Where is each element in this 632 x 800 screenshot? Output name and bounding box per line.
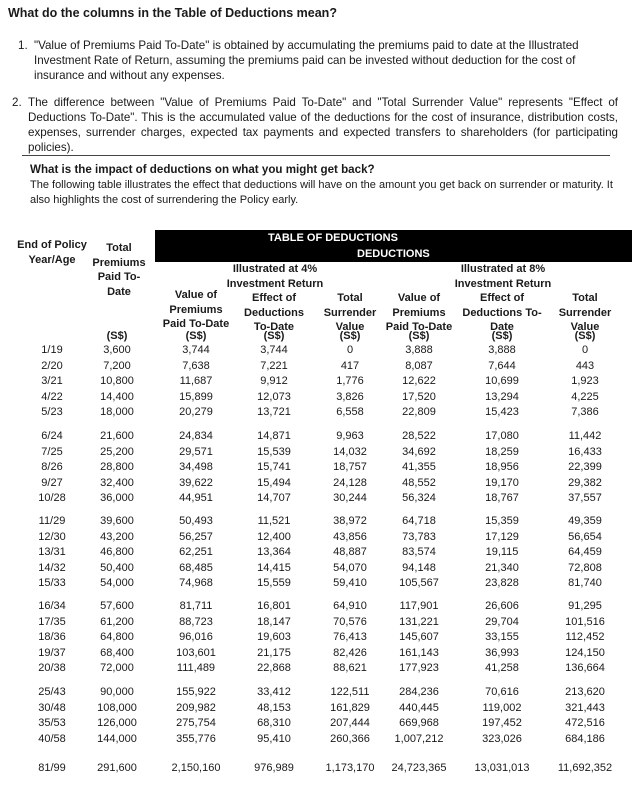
table-cell: 33,155 xyxy=(485,631,519,643)
question-columns-meaning: What do the columns in the Table of Deductions mean? xyxy=(8,6,337,20)
table-cell: 39,600 xyxy=(100,515,134,527)
table-cell: 3,826 xyxy=(336,390,364,403)
table-cell: 25,200 xyxy=(100,445,134,458)
table-cell: 72,000 xyxy=(100,662,134,674)
row-policy-year: 15/33 xyxy=(38,577,66,589)
table-cell: 7,200 xyxy=(103,359,131,372)
row-policy-year: 3/21 xyxy=(41,375,63,387)
table-cell: 260,366 xyxy=(330,732,370,745)
table-cell: 161,143 xyxy=(399,646,439,659)
table-cell: 7,386 xyxy=(571,406,599,418)
table-cell: 68,485 xyxy=(179,561,213,574)
table-cell: 62,251 xyxy=(179,546,213,558)
table-cell: 13,721 xyxy=(257,406,291,418)
row-policy-year: 19/37 xyxy=(38,646,66,659)
table-cell: 3,744 xyxy=(182,344,210,356)
table-cell: 18,956 xyxy=(485,461,519,473)
table-cell: 18,767 xyxy=(485,492,519,504)
table-cell: 103,601 xyxy=(176,646,216,659)
table-cell: 24,834 xyxy=(179,430,213,442)
table-cell: 29,704 xyxy=(485,615,519,628)
row-policy-year: 81/99 xyxy=(38,762,66,774)
table-cell: 3,744 xyxy=(260,344,288,356)
row-policy-year: 10/28 xyxy=(38,492,66,504)
table-cell: 28,800 xyxy=(100,461,134,473)
table-cell: 117,901 xyxy=(399,600,439,612)
row-policy-year: 35/53 xyxy=(38,717,66,729)
table-cell: 10,800 xyxy=(100,375,134,387)
table-cell: 19,115 xyxy=(485,546,519,558)
group-header-4pct: Illustrated at 4% Investment Return xyxy=(226,263,324,290)
table-cell: 17,129 xyxy=(485,530,519,543)
table-cell: 131,221 xyxy=(399,615,439,628)
table-cell: 90,000 xyxy=(100,686,134,698)
table-cell: 61,200 xyxy=(100,615,134,628)
table-cell: 17,080 xyxy=(485,430,519,442)
table-cell: 54,000 xyxy=(100,577,134,589)
table-cell: 20,279 xyxy=(179,406,213,418)
table-cell: 2,150,160 xyxy=(171,762,221,774)
table-cell: 50,493 xyxy=(179,515,213,527)
table-cell: 13,294 xyxy=(485,390,519,403)
table-cell: 64,800 xyxy=(100,631,134,643)
unit-label: (S$) xyxy=(574,330,596,342)
table-cell: 108,000 xyxy=(97,701,137,714)
group-header-8pct: Illustrated at 8% Investment Return xyxy=(454,263,552,290)
table-cell: 323,026 xyxy=(482,732,522,745)
table-cell: 177,923 xyxy=(399,662,439,674)
table-cell: 0 xyxy=(581,344,589,356)
table-cell: 11,687 xyxy=(179,375,213,387)
table-cell: 70,616 xyxy=(485,686,519,698)
table-cell: 101,516 xyxy=(565,615,605,628)
row-policy-year: 2/20 xyxy=(41,359,63,372)
table-cell: 3,600 xyxy=(103,344,131,356)
table-cell: 23,828 xyxy=(485,577,519,589)
table-cell: 16,433 xyxy=(568,445,602,458)
table-cell: 44,951 xyxy=(179,492,213,504)
table-cell: 976,989 xyxy=(254,762,294,774)
unit-label: (S$) xyxy=(408,330,430,342)
note-2 xyxy=(14,95,618,155)
table-cell: 91,295 xyxy=(568,600,602,612)
table-cell: 669,968 xyxy=(399,717,439,729)
table-cell: 440,445 xyxy=(399,701,439,714)
table-cell: 18,757 xyxy=(333,461,367,473)
row-policy-year: 30/48 xyxy=(38,701,66,714)
table-cell: 32,400 xyxy=(100,476,134,489)
table-cell: 209,982 xyxy=(176,701,216,714)
table-cell: 145,607 xyxy=(399,631,439,643)
table-cell: 36,000 xyxy=(100,492,134,504)
table-cell: 111,489 xyxy=(176,662,216,674)
table-cell: 144,000 xyxy=(97,732,137,745)
table-cell: 14,032 xyxy=(333,445,367,458)
table-cell: 275,754 xyxy=(176,717,216,729)
table-cell: 13,031,013 xyxy=(474,762,530,774)
table-cell: 12,073 xyxy=(257,390,291,403)
table-cell: 29,382 xyxy=(568,476,602,489)
question-impact: What is the impact of deductions on what you might get back? xyxy=(30,163,375,176)
table-cell: 64,718 xyxy=(402,515,436,527)
table-cell: 12,622 xyxy=(402,375,436,387)
table-cell: 417 xyxy=(340,359,360,372)
intro-text: The following table illustrates the effect that deductions will have on the amount you get back on surrender or maturity. It also highlights the cost of surrendering the Policy early. xyxy=(30,179,613,206)
note-1 xyxy=(20,38,616,83)
table-cell: 18,147 xyxy=(257,615,291,628)
col-header-policy-year: End of Policy Year/Age xyxy=(17,239,87,266)
table-cell: 94,148 xyxy=(402,561,436,574)
table-cell: 56,654 xyxy=(568,530,602,543)
table-cell: 291,600 xyxy=(97,762,137,774)
table-cell: 64,459 xyxy=(568,546,602,558)
table-cell: 83,574 xyxy=(402,546,436,558)
table-cell: 68,310 xyxy=(257,717,291,729)
table-cell: 13,364 xyxy=(257,546,291,558)
table-cell: 96,016 xyxy=(179,631,213,643)
row-policy-year: 13/31 xyxy=(38,546,66,558)
table-cell: 54,070 xyxy=(333,561,367,574)
table-cell: 9,912 xyxy=(260,375,288,387)
table-cell: 684,186 xyxy=(565,732,605,745)
note-1-number: 1. xyxy=(18,39,28,52)
table-cell: 73,783 xyxy=(402,530,436,543)
table-cell: 119,002 xyxy=(482,701,522,714)
table-cell: 21,340 xyxy=(485,561,519,574)
col-header-effect-deductions-8: Effect of Deductions To-Date xyxy=(462,292,542,333)
row-policy-year: 25/43 xyxy=(38,686,66,698)
table-cell: 11,692,352 xyxy=(557,762,613,774)
note-2-text: The difference between "Value of Premiums Paid To-Date" and "Total Surrender Value" represents "Effect of Deductions To-Date". This is the accumulated value of the deductions for the cost of insurance, distribution costs, expenses, surrender charges, expected tax payments and expected transfers to shareholders (for participating policies). xyxy=(28,96,618,154)
table-cell: 18,000 xyxy=(100,406,134,418)
table-cell: 56,324 xyxy=(402,492,436,504)
table-cell: 126,000 xyxy=(97,717,137,729)
table-cell: 112,452 xyxy=(565,631,605,643)
table-cell: 41,355 xyxy=(402,461,436,473)
deductions-label: DEDUCTIONS xyxy=(357,248,430,260)
row-policy-year: 11/29 xyxy=(38,515,66,527)
unit-label: (S$) xyxy=(185,330,207,342)
table-cell: 22,809 xyxy=(402,406,436,418)
table-cell: 155,922 xyxy=(176,686,216,698)
table-cell: 17,520 xyxy=(402,390,436,403)
row-policy-year: 5/23 xyxy=(41,406,63,418)
table-cell: 34,692 xyxy=(402,445,436,458)
row-policy-year: 14/32 xyxy=(38,561,66,574)
table-cell: 105,567 xyxy=(399,577,439,589)
table-cell: 15,539 xyxy=(257,445,291,458)
row-policy-year: 12/30 xyxy=(38,530,66,543)
table-cell: 321,443 xyxy=(565,701,605,714)
table-cell: 70,576 xyxy=(333,615,367,628)
table-cell: 284,236 xyxy=(399,686,439,698)
table-cell: 12,400 xyxy=(257,530,291,543)
table-cell: 11,521 xyxy=(257,515,291,527)
table-cell: 14,871 xyxy=(257,430,291,442)
table-cell: 81,740 xyxy=(568,577,602,589)
row-policy-year: 20/38 xyxy=(38,662,66,674)
table-cell: 122,511 xyxy=(330,686,370,698)
table-cell: 43,856 xyxy=(333,530,367,543)
table-cell: 6,558 xyxy=(336,406,364,418)
table-cell: 24,128 xyxy=(333,476,367,489)
note-2-number: 2. xyxy=(12,96,22,109)
table-cell: 10,699 xyxy=(485,375,519,387)
table-cell: 48,552 xyxy=(402,476,436,489)
table-cell: 1,776 xyxy=(336,375,364,387)
table-cell: 59,410 xyxy=(333,577,367,589)
table-cell: 14,707 xyxy=(257,492,291,504)
table-cell: 64,910 xyxy=(333,600,367,612)
table-cell: 48,887 xyxy=(333,546,367,558)
table-cell: 41,258 xyxy=(485,662,519,674)
col-header-surrender-value-4: Total Surrender Value xyxy=(323,292,377,333)
table-cell: 15,359 xyxy=(485,515,519,527)
table-cell: 37,557 xyxy=(568,492,602,504)
table-cell: 22,399 xyxy=(568,461,602,473)
row-policy-year: 4/22 xyxy=(41,390,63,403)
section-divider xyxy=(22,155,610,156)
table-cell: 3,888 xyxy=(405,344,433,356)
table-cell: 39,622 xyxy=(179,476,213,489)
table-cell: 0 xyxy=(346,344,354,356)
table-cell: 443 xyxy=(575,359,595,372)
unit-label: (S$) xyxy=(491,330,513,342)
table-cell: 36,993 xyxy=(485,646,519,659)
table-cell: 81,711 xyxy=(179,600,213,612)
table-cell: 4,225 xyxy=(571,390,599,403)
table-cell: 355,776 xyxy=(176,732,216,745)
table-cell: 48,153 xyxy=(257,701,291,714)
table-cell: 472,516 xyxy=(565,717,605,729)
table-cell: 74,968 xyxy=(179,577,213,589)
table-cell: 24,723,365 xyxy=(391,762,447,774)
table-cell: 49,359 xyxy=(568,515,602,527)
table-cell: 88,621 xyxy=(333,662,367,674)
table-cell: 19,170 xyxy=(485,476,519,489)
table-cell: 28,522 xyxy=(402,430,436,442)
table-cell: 88,723 xyxy=(179,615,213,628)
table-cell: 76,413 xyxy=(333,631,367,643)
table-cell: 26,606 xyxy=(485,600,519,612)
table-cell: 1,173,170 xyxy=(325,762,375,774)
table-cell: 7,221 xyxy=(260,359,288,372)
table-cell: 15,741 xyxy=(257,461,291,473)
table-cell: 7,638 xyxy=(182,359,210,372)
col-header-surrender-value-8: Total Surrender Value xyxy=(558,292,612,333)
table-cell: 33,412 xyxy=(257,686,291,698)
table-cell: 95,410 xyxy=(257,732,291,745)
table-cell: 15,423 xyxy=(485,406,519,418)
unit-label: (S$) xyxy=(106,330,128,342)
table-cell: 14,415 xyxy=(257,561,291,574)
table-cell: 18,259 xyxy=(485,445,519,458)
table-cell: 56,257 xyxy=(179,530,213,543)
col-header-effect-deductions-4: Effect of Deductions To-Date xyxy=(244,292,304,333)
col-header-value-premiums-8: Value of Premiums Paid To-Date xyxy=(385,292,453,333)
table-cell: 34,498 xyxy=(179,461,213,473)
row-policy-year: 40/58 xyxy=(38,732,66,745)
table-cell: 124,150 xyxy=(565,646,605,659)
table-cell: 7,644 xyxy=(488,359,516,372)
unit-label: (S$) xyxy=(339,330,361,342)
table-cell: 213,620 xyxy=(565,686,605,698)
table-cell: 15,899 xyxy=(179,390,213,403)
table-cell: 11,442 xyxy=(568,430,602,442)
table-cell: 21,600 xyxy=(100,430,134,442)
table-cell: 38,972 xyxy=(333,515,367,527)
table-cell: 8,087 xyxy=(405,359,433,372)
row-policy-year: 9/27 xyxy=(41,476,63,489)
table-cell: 197,452 xyxy=(482,717,522,729)
table-cell: 136,664 xyxy=(565,662,605,674)
unit-label: (S$) xyxy=(263,330,285,342)
table-cell: 57,600 xyxy=(100,600,134,612)
row-policy-year: 17/35 xyxy=(38,615,66,628)
table-cell: 15,494 xyxy=(257,476,291,489)
table-cell: 16,801 xyxy=(257,600,291,612)
table-cell: 9,963 xyxy=(336,430,364,442)
table-cell: 22,868 xyxy=(257,662,291,674)
table-cell: 3,888 xyxy=(488,344,516,356)
col-header-value-premiums-4: Value of Premiums Paid To-Date xyxy=(162,289,230,330)
table-cell: 21,175 xyxy=(257,646,291,659)
table-cell: 29,571 xyxy=(179,445,213,458)
row-policy-year: 1/19 xyxy=(41,344,63,356)
note-1-text: "Value of Premiums Paid To-Date" is obtained by accumulating the premiums paid to date at the Illustrated Investment Rate of Return, assuming the premiums paid can be invested without deduction for the cost of insurance and without any expenses. xyxy=(34,39,579,82)
table-cell: 30,244 xyxy=(333,492,367,504)
row-policy-year: 7/25 xyxy=(41,445,63,458)
table-cell: 19,603 xyxy=(257,631,291,643)
table-cell: 82,426 xyxy=(333,646,367,659)
table-cell: 14,400 xyxy=(100,390,134,403)
table-cell: 43,200 xyxy=(100,530,134,543)
row-policy-year: 6/24 xyxy=(41,430,63,442)
table-cell: 72,808 xyxy=(568,561,602,574)
table-cell: 207,444 xyxy=(330,717,370,729)
table-cell: 1,007,212 xyxy=(394,732,444,745)
table-cell: 1,923 xyxy=(571,375,599,387)
table-cell: 46,800 xyxy=(100,546,134,558)
table-cell: 161,829 xyxy=(330,701,370,714)
table-title: TABLE OF DEDUCTIONS xyxy=(268,232,398,244)
row-policy-year: 8/26 xyxy=(41,461,63,473)
table-cell: 50,400 xyxy=(100,561,134,574)
col-header-total-premiums: Total Premiums Paid To-Date xyxy=(92,242,146,298)
row-policy-year: 16/34 xyxy=(38,600,66,612)
table-cell: 68,400 xyxy=(100,646,134,659)
table-cell: 15,559 xyxy=(257,577,291,589)
row-policy-year: 18/36 xyxy=(38,631,66,643)
